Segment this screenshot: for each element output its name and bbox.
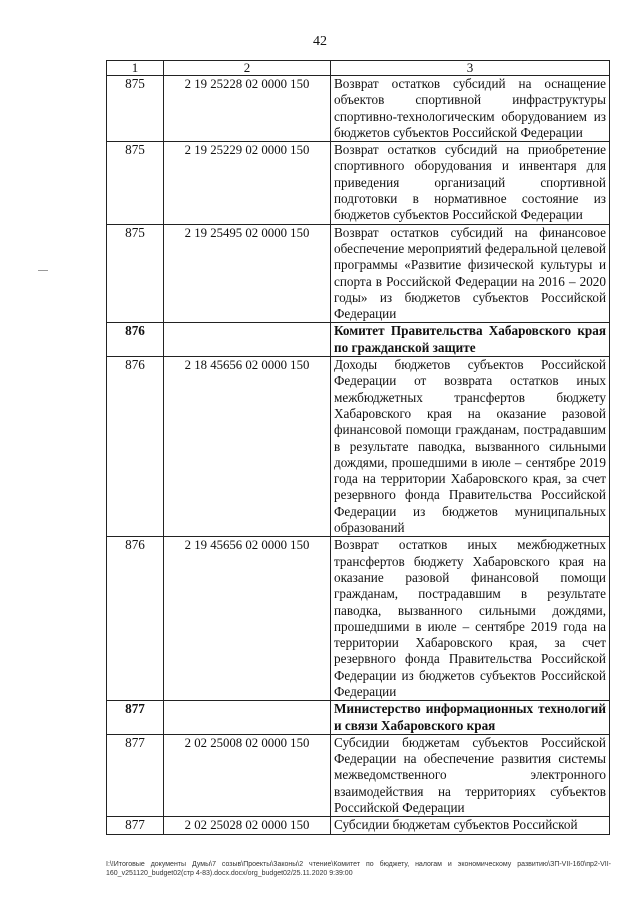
table-row	[107, 357, 610, 537]
description-cell: Министерство информационных технологий и связи Хабаровского края	[331, 701, 610, 735]
table-row	[107, 734, 610, 816]
kbk-code-cell: 2 02 25008 02 0000 150	[164, 734, 331, 816]
kbk-code-cell	[164, 701, 331, 735]
budget-table	[106, 60, 610, 835]
admin-code-cell: 876	[107, 537, 164, 701]
header-col-1: 1	[107, 61, 164, 76]
description-cell: Возврат остатков субсидий на финансовое обеспечение мероприятий федеральной целевой программы «Развитие физической культуры и спорта в Российской Федерации на 2016 – 2020 годы» из бюджетов субъектов Российской Федерации	[331, 224, 610, 323]
header-col-2: 2	[164, 61, 331, 76]
admin-code-cell: 877	[107, 817, 164, 834]
admin-code-cell: 875	[107, 76, 164, 142]
admin-code-cell: 877	[107, 701, 164, 735]
kbk-code-cell: 2 19 45656 02 0000 150	[164, 537, 331, 701]
kbk-code-cell	[164, 323, 331, 357]
description-cell: Комитет Правительства Хабаровского края по гражданской защите	[331, 323, 610, 357]
kbk-code-cell: 2 02 25028 02 0000 150	[164, 817, 331, 834]
description-cell: Доходы бюджетов субъектов Российской Федерации от возврата остатков иных межбюджетных трансфертов бюджету Хабаровского края на оказание разовой финансовой помощи гражданам, пострадавшим в результате паводка, вызванного сильными дождями, прошедшими в июле – сентябре 2019 года на территории Хабаровского края, за счет резервного фонда Правительства Российской Федерации из бюджетов муниципальных образований	[331, 357, 610, 537]
table-row	[107, 76, 610, 142]
section-row	[107, 323, 610, 357]
admin-code-cell: 876	[107, 357, 164, 537]
section-row	[107, 701, 610, 735]
header-row	[107, 61, 610, 76]
file-path-footer: I:\!Итоговые документы Думы\7 созыв\Проекты\Законы\2 чтение\Комитет по бюджету, налогам и экономическому развитию\ЗП-VII-160\пр2-VII-160_v251120_budget02(стр 4-83).docx.docx/org_budget02/25.11.2020 9:39:00	[106, 861, 611, 877]
table-row	[107, 537, 610, 701]
description-cell: Возврат остатков субсидий на приобретение спортивного оборудования и инвентаря для приведения организаций спортивной подготовки в нормативное состояние из бюджетов субъектов Российской Федерации	[331, 142, 610, 224]
kbk-code-cell: 2 19 25495 02 0000 150	[164, 224, 331, 323]
kbk-code-cell: 2 19 25229 02 0000 150	[164, 142, 331, 224]
kbk-code-cell: 2 19 25228 02 0000 150	[164, 76, 331, 142]
page-number: 42	[313, 34, 327, 49]
table-row	[107, 817, 610, 834]
description-cell: Субсидии бюджетам субъектов Российской	[331, 817, 610, 834]
admin-code-cell: 875	[107, 142, 164, 224]
description-cell: Субсидии бюджетам субъектов Российской Федерации на обеспечение развития системы межведомственного электронного взаимодействия на территориях субъектов Российской Федерации	[331, 734, 610, 816]
margin-mark	[38, 270, 48, 271]
description-cell: Возврат остатков субсидий на оснащение объектов спортивной инфраструктуры спортивно-технологическим оборудованием из бюджетов субъектов Российской Федерации	[331, 76, 610, 142]
table-row	[107, 142, 610, 224]
admin-code-cell: 876	[107, 323, 164, 357]
table-row	[107, 224, 610, 323]
description-cell: Возврат остатков иных межбюджетных трансфертов бюджету Хабаровского края на оказание разовой финансовой помощи гражданам, пострадавшим в результате паводка, вызванного сильными дождями, прошедшими в июле – сентябре 2019 года на территории Хабаровского края, за счет резервного фонда Правительства Российской Федерации из бюджетов субъектов Российской Федерации	[331, 537, 610, 701]
header-col-3: 3	[331, 61, 610, 76]
admin-code-cell: 875	[107, 224, 164, 323]
admin-code-cell: 877	[107, 734, 164, 816]
kbk-code-cell: 2 18 45656 02 0000 150	[164, 357, 331, 537]
